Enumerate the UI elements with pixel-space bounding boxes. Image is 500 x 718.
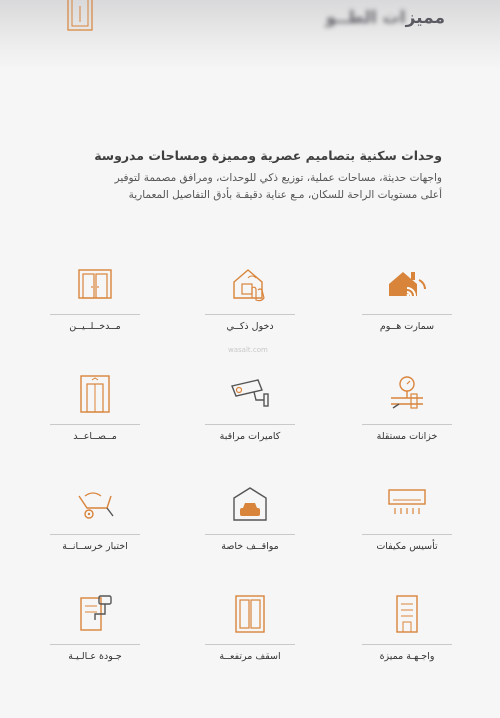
feature-rule [362,424,452,425]
page-title-visible: مميز [405,8,445,28]
feature-label: مــصــاعــد [73,431,117,442]
intro-heading: وحدات سكنية بتصاميم عصرية ومميزة ومساحات مدروسة [94,148,442,163]
watermark: wasalt.com [228,346,268,354]
feature-rule [205,424,295,425]
feature-elevators [50,372,140,442]
feature-label: مــدخــلــيــن [69,321,121,332]
feature-parking [205,482,295,552]
feature-smart-entry [205,262,295,332]
intro-line-2: أعلى مستويات الراحة للسكان، مـع عناية دقيقـة بأدق التفاصيل المعمارية [128,189,442,201]
feature-label: تأسيس مكيفات [376,541,438,552]
feature-rule [205,644,295,645]
feature-rule [50,424,140,425]
feature-label: سمارت هــوم [379,321,435,332]
concrete-test-icon [73,482,117,526]
feature-rule [362,534,452,535]
feature-label: اسقف مرتفعــة [219,651,281,662]
feature-ac [362,482,452,552]
feature-label: جـودة عـالـيـة [68,651,122,662]
smart-home-icon [385,262,429,306]
intro-line-1: واجهات حديثة، مساحات عملية، توزيع ذكي للوحدات، ومرافق مصممة لتوفير [114,172,442,184]
feature-two-entrances [50,262,140,332]
feature-rule [205,534,295,535]
feature-high-quality [50,592,140,662]
feature-rule [205,314,295,315]
two-doors-icon [73,262,117,306]
feature-concrete [50,482,140,552]
smart-entry-icon [228,262,272,306]
private-parking-icon [228,482,272,526]
feature-smart-home [362,262,452,332]
elevator-icon [73,372,117,416]
feature-rule [50,534,140,535]
feature-label: واجـهـة مميزة [379,651,435,662]
feature-label: دخول ذكــي [226,321,274,332]
water-tank-icon [385,372,429,416]
feature-label: مواقــف خاصة [221,541,279,552]
feature-water-tanks [362,372,452,442]
feature-cameras [205,372,295,442]
feature-rule [362,314,452,315]
feature-facade [362,592,452,662]
high-quality-icon [73,592,117,636]
feature-label: كاميرات مراقبة [219,431,281,442]
feature-high-ceilings [205,592,295,662]
high-ceiling-icon [228,592,272,636]
security-camera-icon [228,372,272,416]
feature-rule [50,644,140,645]
feature-label: خزانات مستقلة [376,431,438,442]
feature-label: اختبار خرســانــة [62,541,128,552]
facade-icon [385,592,429,636]
air-conditioner-icon [385,482,429,526]
feature-rule [50,314,140,315]
feature-rule [362,644,452,645]
page-title-blurred: ات الطــو [325,8,406,28]
